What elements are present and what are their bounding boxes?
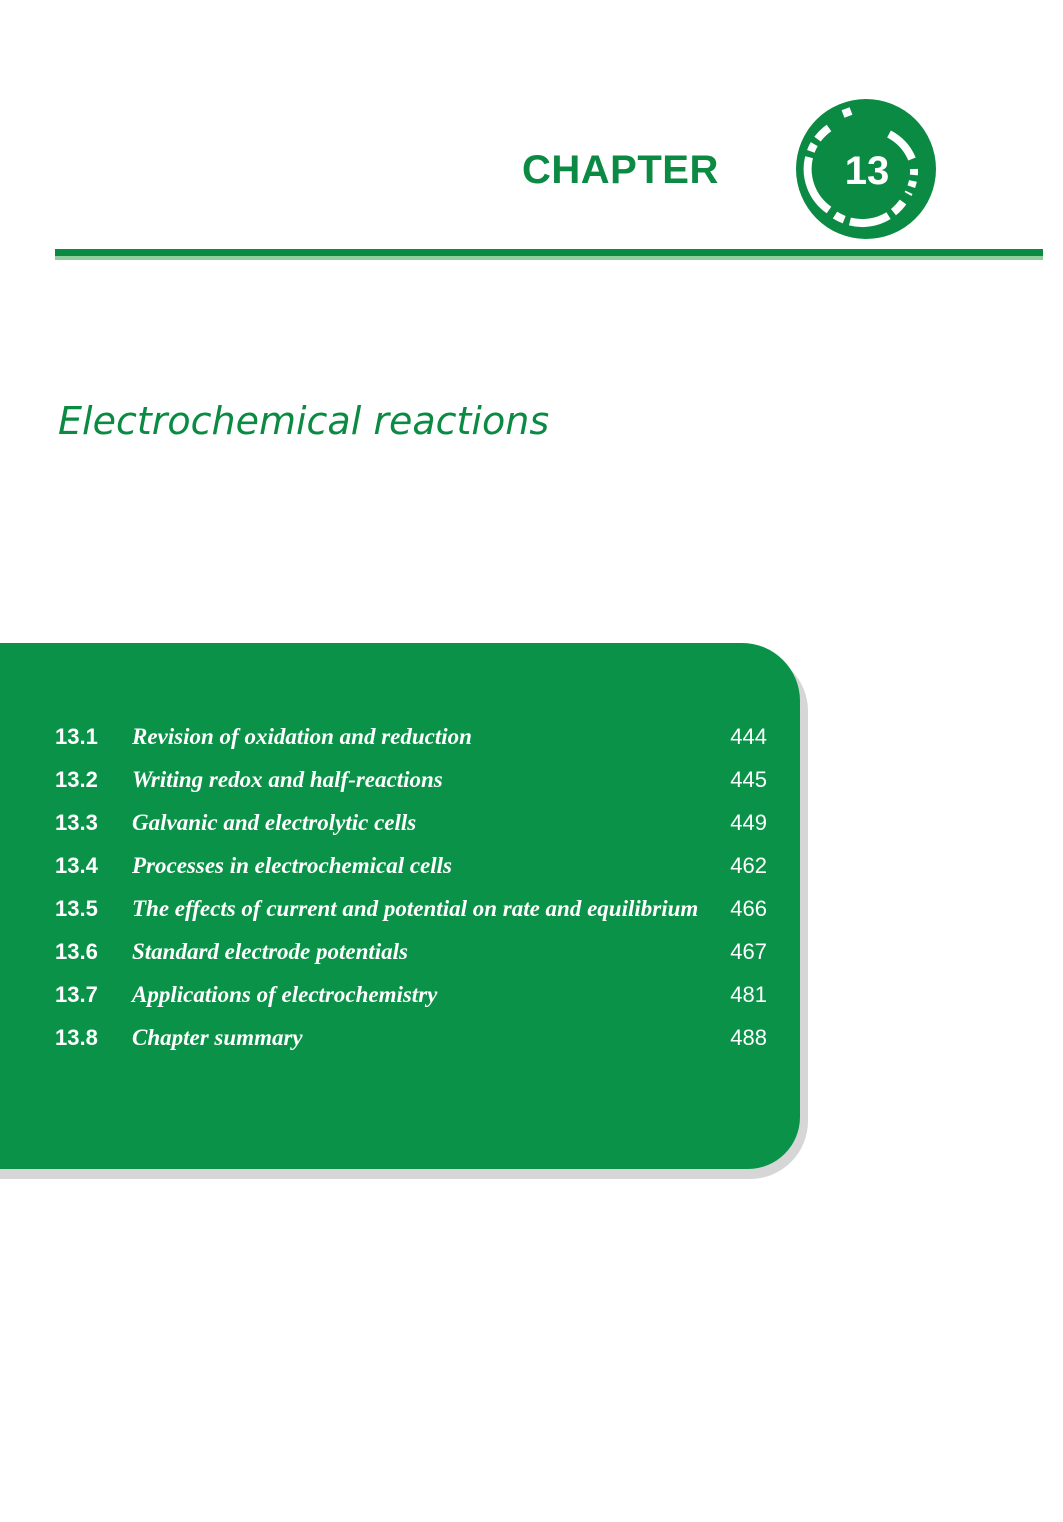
toc-section-title: Revision of oxidation and reduction (132, 724, 472, 749)
toc-item[interactable] (55, 765, 767, 794)
toc-page-number: 462 (730, 853, 767, 878)
toc-page-number: 444 (730, 724, 767, 749)
toc-section-number: 13.3 (55, 810, 98, 835)
toc-page-number: 445 (730, 767, 767, 792)
header-rule (55, 249, 1043, 256)
toc-item[interactable] (55, 937, 767, 966)
header-rule-shadow (55, 256, 1043, 260)
toc-section-number: 13.6 (55, 939, 98, 964)
toc-section-title: Chapter summary (132, 1025, 303, 1050)
chapter-title: Electrochemical reactions (58, 399, 550, 444)
toc-item[interactable] (55, 1023, 767, 1052)
toc-section-number: 13.5 (55, 896, 98, 921)
toc-item[interactable] (55, 722, 767, 751)
toc-page-number: 449 (730, 810, 767, 835)
toc-item[interactable] (55, 894, 767, 923)
toc-section-number: 13.2 (55, 767, 98, 792)
toc-section-number: 13.1 (55, 724, 98, 749)
toc-section-title: Applications of electrochemistry (132, 982, 438, 1007)
toc-item[interactable] (55, 980, 767, 1009)
toc-section-title: Writing redox and half-reactions (132, 767, 443, 792)
chapter-label: CHAPTER (522, 148, 719, 192)
chapter-number: 13 (844, 149, 890, 193)
toc-page-number: 467 (730, 939, 767, 964)
toc-section-number: 13.7 (55, 982, 98, 1007)
toc-page-number: 488 (730, 1025, 767, 1050)
toc-item[interactable] (55, 808, 767, 837)
toc-page-number: 481 (730, 982, 767, 1007)
toc-page-number: 466 (730, 896, 767, 921)
chapter-number-badge (795, 98, 937, 240)
toc-section-number: 13.4 (55, 853, 98, 878)
toc-section-title: The effects of current and potential on rate and equilibrium (132, 896, 699, 921)
table-of-contents (55, 722, 767, 1066)
toc-section-number: 13.8 (55, 1025, 98, 1050)
toc-item[interactable] (55, 851, 767, 880)
toc-section-title: Processes in electrochemical cells (132, 853, 453, 878)
toc-section-title: Galvanic and electrolytic cells (132, 810, 417, 835)
toc-section-title: Standard electrode potentials (132, 939, 408, 964)
